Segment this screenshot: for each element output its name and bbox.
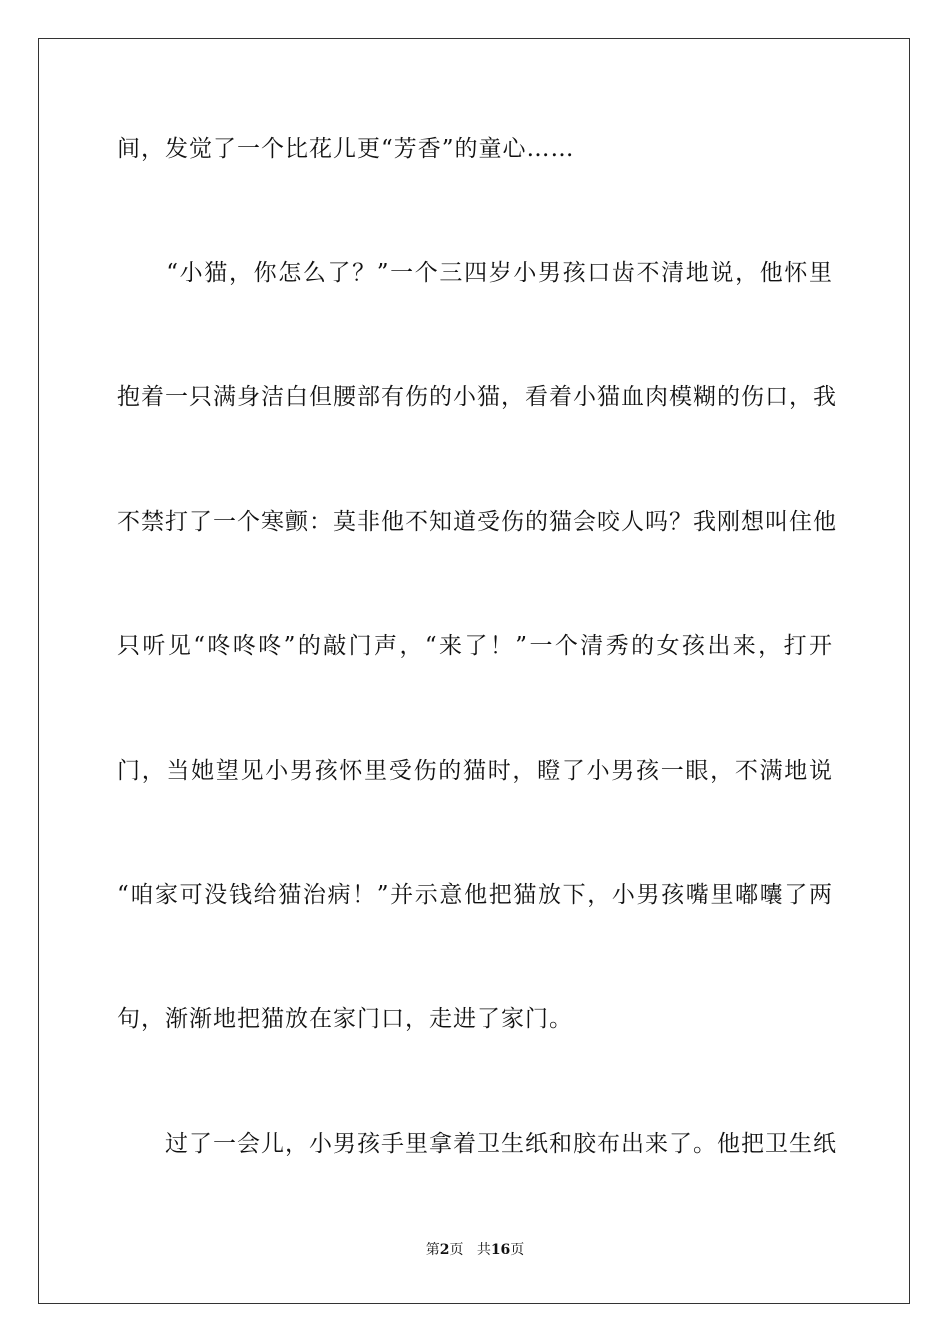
text-line: 只听见“咚咚咚”的敲门声，“来了！”一个清秀的女孩出来，打开 [117, 633, 833, 659]
text-line: “咱家可没钱给猫治病！”并示意他把猫放下，小男孩嘴里嘟囔了两 [117, 882, 833, 908]
footer-gap [463, 1242, 476, 1258]
page-footer [0, 1240, 950, 1260]
text-line: “小猫，你怎么了？”一个三四岁小男孩口齿不清地说，他怀里 [117, 260, 833, 286]
text-line: 间，发觉了一个比花儿更“芳香”的童心…… [117, 136, 575, 162]
text-line: 句，渐渐地把猫放在家门口，走进了家门。 [117, 1006, 573, 1032]
total-label-suffix: 页 [510, 1242, 525, 1258]
text-line: 过了一会儿，小男孩手里拿着卫生纸和胶布出来了。他把卫生纸 [117, 1131, 837, 1157]
page-label-prefix: 第 [425, 1242, 440, 1258]
text-line: 门，当她望见小男孩怀里受伤的猫时，瞪了小男孩一眼，不满地说 [117, 758, 833, 784]
page-number: 2 [439, 1242, 450, 1258]
page-label-suffix: 页 [449, 1242, 464, 1258]
page-border [38, 38, 910, 1304]
total-label-prefix: 共 [476, 1242, 491, 1258]
total-pages: 16 [490, 1242, 511, 1258]
text-line: 抱着一只满身洁白但腰部有伤的小猫，看着小猫血肉模糊的伤口，我 [117, 384, 837, 410]
text-line: 不禁打了一个寒颤：莫非他不知道受伤的猫会咬人吗？我刚想叫住他 [117, 509, 837, 535]
